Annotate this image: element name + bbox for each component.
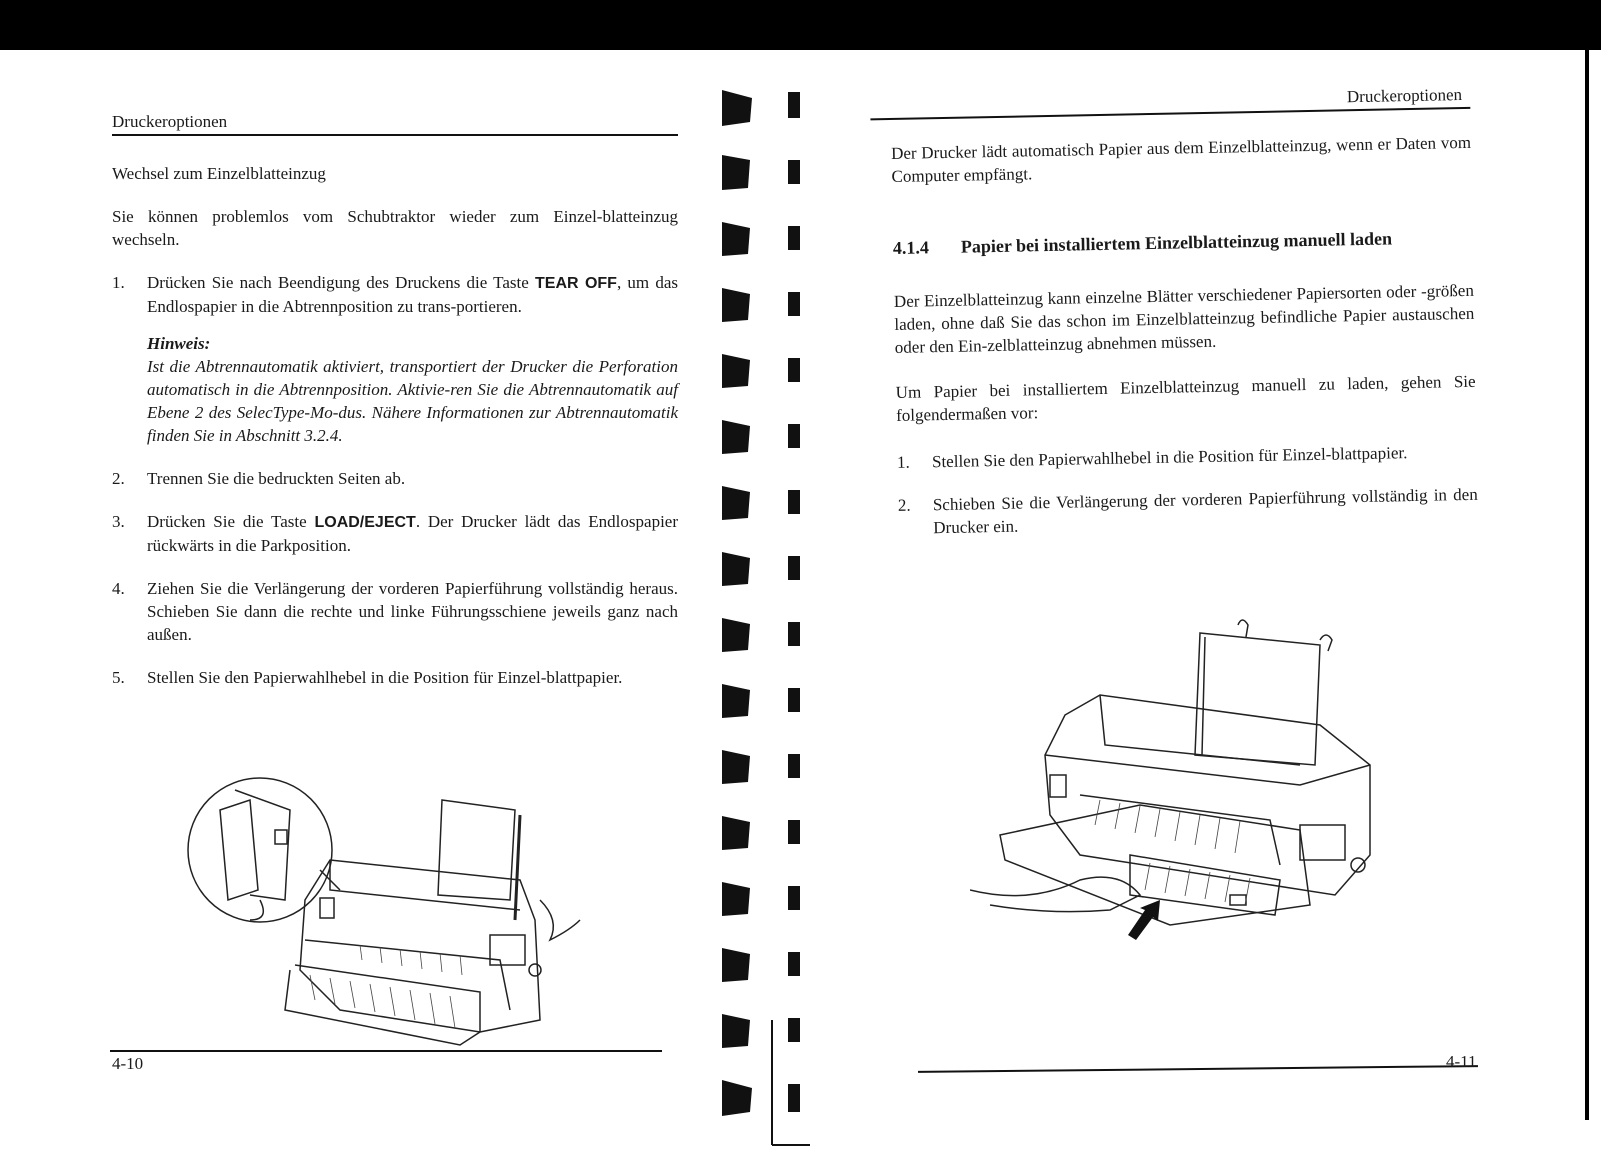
left-intro: Sie können problemlos vom Schubtraktor wieder zum Einzel-blatteinzug wechseln. <box>112 207 678 249</box>
step-number: 5. <box>112 668 125 687</box>
section-number: 4.1.4 <box>892 237 930 258</box>
step-text: Schieben Sie die Verlängerung der vorderen Papierführung vollständig in den Drucker ein. <box>932 484 1478 538</box>
step-text: Stellen Sie den Papierwahlhebel in die Position für Einzel-blattpapier. <box>931 443 1408 472</box>
right-page-number: 4-11 <box>1446 1052 1477 1071</box>
left-footer-rule <box>110 1050 662 1052</box>
section-heading <box>893 225 1473 260</box>
note-box <box>147 332 678 447</box>
note-text: Ist die Abtrennautomatik aktiviert, transportiert der Drucker die Perforation automatisch in die Abtrennposition. Aktivie-ren Sie die Abtrennautomatik auf Ebene 2 des SelecType-Mo-dus. Nähere Informationen zur Abtrennautomatik finden Sie in Abschnitt 3.2.4. <box>147 357 678 445</box>
right-page <box>890 85 1479 560</box>
printer-loading-illustration <box>970 615 1390 945</box>
note-title: Hinweis: <box>147 334 211 353</box>
push-arrow-icon <box>1128 900 1160 940</box>
section-title: Papier bei installiertem Einzelblatteinzug manuell laden <box>960 228 1393 257</box>
right-footer-rule <box>918 1065 1478 1073</box>
step-text-cont: . Der Drucker lädt das Endlospapier rückwärts in die Parkposition. <box>147 512 678 555</box>
left-heading: Wechsel zum Einzelblatteinzug <box>112 164 326 183</box>
key-tear-off: TEAR OFF <box>535 275 617 292</box>
step-text: Stellen Sie den Papierwahlhebel in die Position für Einzel-blattpapier. <box>147 668 623 687</box>
step-text: Trennen Sie die bedruckten Seiten ab. <box>147 469 406 488</box>
step-number: 3. <box>112 512 125 531</box>
step-number: 4. <box>112 579 125 598</box>
step-text: Drücken Sie die Taste <box>147 512 315 531</box>
right-intro: Der Drucker lädt automatisch Papier aus dem Einzelblatteinzug, wenn er Daten vom Computer empfängt. <box>890 132 1472 186</box>
step-text: Drücken Sie nach Beendigung des Druckens die Taste <box>147 273 536 292</box>
left-page-number: 4-10 <box>112 1054 144 1073</box>
right-running-head: Druckeroptionen <box>1346 85 1463 107</box>
step-text-cont: , um das Endlospapier in die Abtrennposition zu trans-portieren. <box>147 273 679 316</box>
scan-top-border <box>0 0 1601 50</box>
list-item <box>898 483 1479 540</box>
right-step-list <box>897 440 1479 540</box>
step-number: 1. <box>112 273 125 292</box>
step-text: Ziehen Sie die Verlängerung der vorderen Papierführung vollständig heraus. Schieben Sie dann die rechte und linke Führungsschiene jeweils ganz nach außen. <box>147 579 678 644</box>
left-head-rule <box>112 134 678 136</box>
list-item <box>112 510 678 557</box>
step-number: 1. <box>896 452 910 472</box>
step-number: 2. <box>897 495 911 515</box>
list-item <box>112 666 678 689</box>
left-page <box>112 112 678 709</box>
scan-right-border <box>1585 40 1589 1120</box>
left-running-head: Druckeroptionen <box>112 112 228 131</box>
printer-with-lever-illustration <box>180 770 600 1050</box>
key-load-eject: LOAD/EJECT <box>314 514 416 531</box>
right-para1: Der Einzelblatteinzug kann einzelne Blätter verschiedener Papiersorten oder -größen laden, ohne daß Sie das schon im Einzelblatteinzug befindliche Papier austauschen oder den Ein-zelblatteinzug abnehmen müssen. <box>893 280 1475 357</box>
spiral-binding <box>720 60 820 1150</box>
step-number: 2. <box>112 469 125 488</box>
list-item <box>112 577 678 646</box>
list-item <box>112 271 678 447</box>
list-item <box>112 467 678 490</box>
list-item <box>897 440 1477 474</box>
right-para2: Um Papier bei installiertem Einzelblatteinzug manuell zu laden, gehen Sie folgendermaßen vor: <box>895 371 1476 425</box>
left-step-list <box>112 271 678 689</box>
